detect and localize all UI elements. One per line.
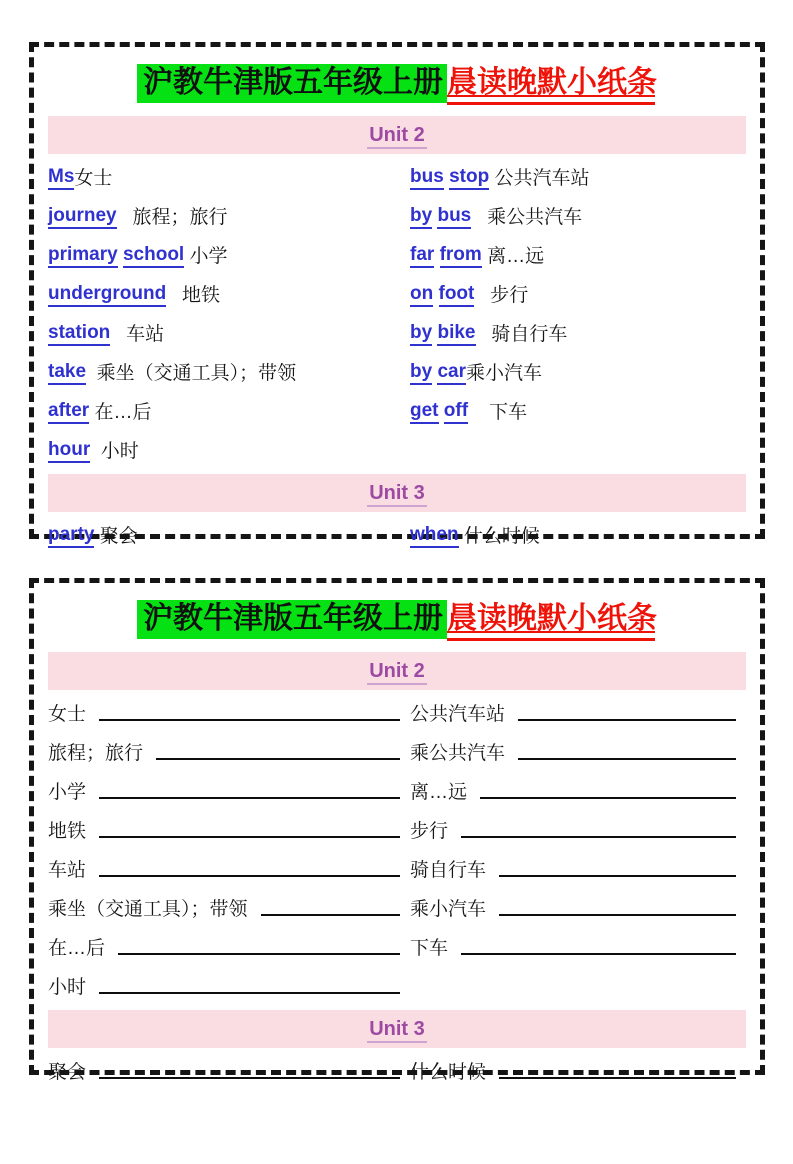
vocab-row	[48, 430, 410, 469]
english-term: bus stop	[410, 166, 489, 188]
chinese-prompt: 步行	[410, 821, 449, 842]
practice-row	[48, 810, 410, 849]
practice-row	[410, 810, 746, 849]
english-term: hour	[48, 439, 90, 461]
answer-blank	[461, 938, 736, 955]
english-term: station	[48, 322, 110, 344]
english-term: by bike	[410, 322, 476, 344]
answer-blank	[99, 860, 400, 877]
unit3-practice-columns	[48, 1051, 746, 1090]
chinese-meaning: 聚会	[99, 526, 138, 547]
title-highlight: 沪教牛津版五年级上册	[137, 600, 447, 639]
vocab-row	[48, 235, 410, 274]
worksheet-page	[0, 42, 793, 1164]
unit3-vocab-columns	[48, 515, 746, 554]
vocab-row	[48, 391, 410, 430]
chinese-prompt: 女士	[48, 704, 87, 725]
chinese-meaning: 什么时候	[463, 526, 540, 547]
chinese-meaning: 乘坐（交通工具）；带领	[96, 363, 297, 384]
answer-blank	[99, 977, 400, 994]
chinese-prompt: 什么时候	[410, 1062, 487, 1083]
vocab-row	[410, 235, 746, 274]
chinese-prompt: 乘坐（交通工具）；带领	[48, 899, 248, 920]
vocab-row	[410, 391, 746, 430]
chinese-meaning: 旅程；旅行	[132, 207, 228, 228]
practice-row	[410, 771, 746, 810]
english-term: after	[48, 400, 89, 422]
answer-blank	[499, 1062, 736, 1079]
chinese-prompt: 离…远	[410, 782, 468, 803]
english-term: by bus	[410, 205, 471, 227]
unit2-heading: Unit 2	[367, 124, 427, 149]
answer-blank	[499, 899, 736, 916]
practice-row	[410, 849, 746, 888]
chinese-prompt: 骑自行车	[410, 860, 487, 881]
english-term: far from	[410, 244, 482, 266]
chinese-prompt: 旅程；旅行	[48, 743, 144, 764]
chinese-prompt: 地铁	[48, 821, 87, 842]
chinese-prompt: 公共汽车站	[410, 704, 506, 725]
chinese-meaning: 步行	[490, 285, 529, 306]
page-title	[48, 595, 746, 647]
practice-row	[48, 1051, 410, 1090]
practice-panel	[29, 578, 765, 1083]
english-term: when	[410, 524, 459, 546]
vocab-column-right	[410, 157, 746, 469]
practice-row	[410, 1051, 746, 1090]
practice-column-right	[410, 693, 746, 1005]
answer-blank	[261, 899, 400, 916]
practice-row	[410, 888, 746, 927]
unit2-practice-columns	[48, 693, 746, 1005]
unit2-banner	[48, 652, 746, 690]
chinese-prompt: 乘公共汽车	[410, 743, 506, 764]
english-term: primary school	[48, 244, 184, 266]
answer-blank	[118, 938, 400, 955]
unit3-banner	[48, 474, 746, 512]
answer-blank	[99, 704, 400, 721]
vocab-row	[48, 196, 410, 235]
chinese-meaning: 乘小汽车	[466, 363, 543, 384]
chinese-prompt: 下车	[410, 938, 449, 959]
practice-row	[48, 966, 410, 1005]
unit2-heading: Unit 2	[367, 660, 427, 685]
chinese-prompt: 乘小汽车	[410, 899, 487, 920]
vocab-row	[410, 274, 746, 313]
english-term: Ms	[48, 166, 74, 188]
answer-blank	[99, 1062, 400, 1079]
chinese-meaning: 小学	[189, 246, 228, 267]
chinese-meaning: 车站	[126, 324, 165, 345]
english-term: on foot	[410, 283, 474, 305]
chinese-meaning: 离…远	[487, 246, 545, 267]
chinese-meaning: 小时	[100, 441, 139, 462]
practice-row	[48, 771, 410, 810]
practice-column-right	[410, 1051, 746, 1090]
english-term: journey	[48, 205, 117, 227]
english-term: take	[48, 361, 86, 383]
vocab-column-left	[48, 157, 410, 469]
chinese-meaning: 地铁	[182, 285, 221, 306]
unit3-heading: Unit 3	[367, 482, 427, 507]
vocab-row	[410, 352, 746, 391]
vocab-row	[410, 515, 746, 554]
unit2-vocab-columns	[48, 157, 746, 469]
vocab-row	[48, 157, 410, 196]
chinese-meaning: 女士	[74, 168, 113, 189]
unit2-banner	[48, 116, 746, 154]
vocab-row	[48, 352, 410, 391]
practice-row	[48, 732, 410, 771]
english-term: get off	[410, 400, 468, 422]
chinese-meaning: 下车	[489, 402, 528, 423]
chinese-prompt: 车站	[48, 860, 87, 881]
answer-blank	[461, 821, 736, 838]
title-highlight: 沪教牛津版五年级上册	[137, 64, 447, 103]
practice-row	[48, 888, 410, 927]
answer-blank	[499, 860, 736, 877]
answer-blank	[518, 704, 736, 721]
practice-row	[48, 927, 410, 966]
vocab-row	[410, 157, 746, 196]
page-title	[48, 59, 746, 111]
practice-column-left	[48, 693, 410, 1005]
practice-row	[48, 693, 410, 732]
title-accent: 晨读晚默小纸条	[447, 59, 657, 107]
practice-row	[48, 849, 410, 888]
chinese-meaning: 乘公共汽车	[487, 207, 583, 228]
unit3-banner	[48, 1010, 746, 1048]
study-panel	[29, 42, 765, 547]
vocab-column-left	[48, 515, 410, 554]
vocab-row	[410, 313, 746, 352]
vocab-row	[48, 313, 410, 352]
practice-column-left	[48, 1051, 410, 1090]
unit3-heading: Unit 3	[367, 1018, 427, 1043]
practice-row	[410, 732, 746, 771]
answer-blank	[99, 821, 400, 838]
chinese-prompt: 聚会	[48, 1062, 87, 1083]
practice-row	[410, 927, 746, 966]
answer-blank	[518, 743, 736, 760]
english-term: underground	[48, 283, 166, 305]
answer-blank	[156, 743, 400, 760]
vocab-row	[410, 196, 746, 235]
english-term: by car	[410, 361, 466, 383]
chinese-prompt: 在…后	[48, 938, 106, 959]
practice-row	[410, 693, 746, 732]
answer-blank	[99, 782, 400, 799]
chinese-meaning: 公共汽车站	[494, 168, 590, 189]
chinese-meaning: 骑自行车	[491, 324, 568, 345]
chinese-prompt: 小学	[48, 782, 87, 803]
title-accent: 晨读晚默小纸条	[447, 595, 657, 643]
answer-blank	[480, 782, 736, 799]
english-term: party	[48, 524, 94, 546]
vocab-row	[48, 515, 410, 554]
chinese-meaning: 在…后	[94, 402, 152, 423]
vocab-column-right	[410, 515, 746, 554]
vocab-row	[48, 274, 410, 313]
chinese-prompt: 小时	[48, 977, 87, 998]
